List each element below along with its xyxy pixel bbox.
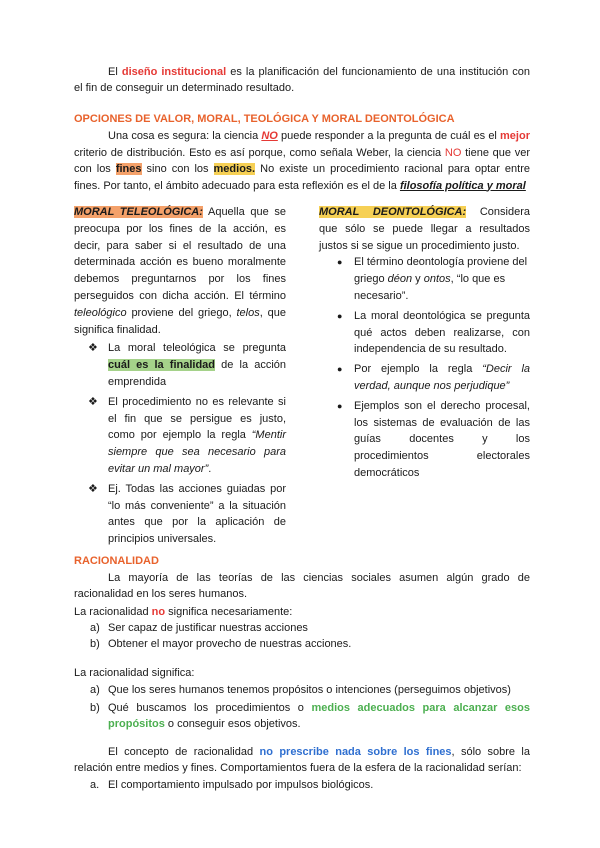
meaning-list: [74, 682, 530, 732]
dot-bullet-icon: ●: [337, 257, 343, 268]
list-text-post: o conseguir esos objetivos.: [164, 718, 301, 730]
filosofia-emphasis: filosofía política y moral: [399, 179, 526, 192]
teleological-text-2: proviene del griego,: [126, 306, 237, 319]
no-line-pre: La racionalidad: [74, 606, 152, 618]
bullet-1-pre: La moral teleológica se pregunta: [108, 342, 286, 355]
options-text-3: criterio de distribución. Esto es así porque, como señala Weber, la ciencia: [74, 146, 445, 159]
diamond-bullet-icon: ❖: [88, 395, 98, 408]
options-paragraph: [74, 128, 530, 194]
diamond-bullet-icon: ❖: [88, 482, 98, 495]
teleological-text-3: , que significa finalidad.: [74, 306, 287, 336]
teleological-title: MORAL TELEOLÓGICA:: [74, 206, 203, 218]
dot-bullet-icon: ●: [337, 364, 343, 375]
bullet-2-text: La moral deontológica se pregunta qué actos deben realizarse, con independencia de su resultado.: [354, 309, 530, 356]
verdad-quote: “Decir la verdad, aunque nos perjudique”: [354, 363, 530, 392]
list-item: [74, 620, 530, 636]
bullet-2-pre: El procedimiento no es relevante si el fin que se persigue es justo, como por ejemplo la regla: [108, 395, 286, 442]
dot-bullet-icon: ●: [337, 400, 343, 411]
outside-rationality-list: [74, 777, 530, 793]
mejor-emphasis: mejor: [500, 130, 530, 142]
dot-bullet-icon: ●: [337, 310, 343, 321]
fines-highlight: fines: [115, 163, 142, 175]
intro-post: es la planificación del funcionamiento de una institución con el fin de conseguir un determinado resultado.: [74, 66, 530, 94]
bullet-3-text: Ej. Todas las acciones guiadas por “lo más conveniente” a la situación antes que por la aplicación de principios universales.: [108, 482, 286, 546]
list-item: [74, 481, 286, 548]
finalidad-highlight: cuál es la finalidad: [108, 359, 216, 372]
telos-term: telos: [236, 306, 260, 319]
no-line-post: significa necesariamente:: [165, 606, 293, 618]
deontological-text: Considera que sólo se puede llegar a resultados justos si se sigue un procedimiento justo.: [319, 206, 530, 252]
list-item: [319, 308, 530, 358]
list-item: [74, 340, 286, 390]
concept-pre: El concepto de racionalidad: [108, 746, 260, 758]
options-text-5: sino con los: [141, 163, 214, 175]
list-marker: a): [90, 684, 100, 696]
medios-green-text: medios adecuados para alcanzar esos propósitos: [108, 702, 530, 730]
bullet-4-text: Ejemplos son el derecho procesal, los sistemas de evaluación de las guías docentes y los procedimientos electorales democráticos: [354, 399, 530, 479]
list-item: [74, 777, 530, 793]
list-item: [74, 682, 530, 698]
list-item: [74, 700, 530, 732]
list-text: Ser capaz de justificar nuestras acciones: [108, 622, 308, 634]
no-prescribe-blue-text: no prescribe nada sobre los fines: [259, 746, 452, 758]
options-text-6: No existe un procedimiento racional para optar entre fines. Por tanto, el ámbito adecuado para esta reflexión es el de la: [74, 163, 530, 192]
list-item: [319, 254, 530, 304]
list-text: Que los seres humanos tenemos propósitos o intenciones (perseguimos objetivos): [108, 684, 511, 696]
bullet-2-post: .: [208, 462, 212, 475]
deontological-paragraph: [319, 204, 530, 254]
list-marker: a): [90, 622, 100, 634]
options-heading: OPCIONES DE VALOR, MORAL, TEOLÓGICA Y MORAL DEONTOLÓGICA: [74, 113, 455, 125]
diamond-bullet-icon: ❖: [88, 342, 98, 355]
intro-term: diseño institucional: [121, 66, 227, 78]
racionalidad-text: La mayoría de las teorías de las ciencias sociales asumen algún grado de racionalidad en los seres humanos.: [74, 572, 530, 600]
racionalidad-significa: La racionalidad significa:: [74, 667, 195, 679]
list-item: [319, 398, 530, 482]
left-column: [74, 204, 286, 548]
list-marker: a.: [90, 779, 100, 791]
bullet-1-mid: y: [412, 273, 424, 286]
teleological-paragraph: [74, 204, 286, 338]
options-text-4: tiene que ver con los: [74, 146, 531, 175]
options-text-1: Una cosa es segura: la ciencia: [108, 130, 262, 142]
deon-term: déon: [387, 273, 413, 286]
not-meaning-list: [74, 620, 530, 652]
concept-post: , sólo sobre la relación entre medios y fines. Comportamientos fuera de la esfera de la racionalidad serían:: [74, 746, 530, 774]
teleologico-term: teleológico: [74, 306, 127, 319]
no-emphasis-2: NO: [444, 146, 462, 159]
list-text-pre: Qué buscamos los procedimientos o: [108, 702, 312, 714]
concepto-paragraph: [74, 744, 530, 776]
deontological-title: MORAL DEONTOLÓGICA:: [319, 206, 467, 218]
no-emphasis-1: NO: [261, 130, 278, 142]
bullet-1-pre: El término deontología proviene del griego: [354, 256, 528, 286]
options-text-2: puede responder a la pregunta de cuál es el: [277, 130, 501, 142]
list-item: [74, 636, 530, 652]
mentir-quote: “Mentir siempre que sea necesario para evitar un mal mayor”: [108, 429, 286, 475]
list-item: [74, 394, 286, 478]
medios-highlight: medios.: [213, 163, 256, 175]
bullet-1-post: , “lo que es necesario”.: [354, 273, 506, 302]
no-emphasis: no: [151, 606, 166, 618]
deontological-list: [319, 254, 530, 481]
teleological-list: [74, 340, 286, 548]
right-column: [319, 204, 530, 482]
racionalidad-heading: RACIONALIDAD: [74, 555, 159, 567]
intro-pre: El: [108, 66, 122, 78]
ontos-term: ontos: [423, 273, 451, 286]
list-item: [319, 361, 530, 395]
list-marker: b): [90, 638, 100, 650]
intro-paragraph: [74, 64, 530, 96]
bullet-3-pre: Por ejemplo la regla: [354, 363, 483, 376]
list-marker: b): [90, 702, 100, 714]
bullet-1-post: de la acción emprendida: [108, 359, 286, 388]
teleological-text-1: Aquella que se preocupa por los fines de la acción, es decir, para saber si el resultado de una determinada acción es bueno moralmente debemos preguntarnos por los fines perseguidos con dicha acción. El término: [74, 206, 287, 302]
list-text: El comportamiento impulsado por impulsos biológicos.: [108, 779, 374, 791]
racionalidad-no-line: [74, 604, 530, 620]
racionalidad-paragraph: [74, 570, 530, 602]
list-text: Obtener el mayor provecho de nuestras acciones.: [108, 638, 352, 650]
